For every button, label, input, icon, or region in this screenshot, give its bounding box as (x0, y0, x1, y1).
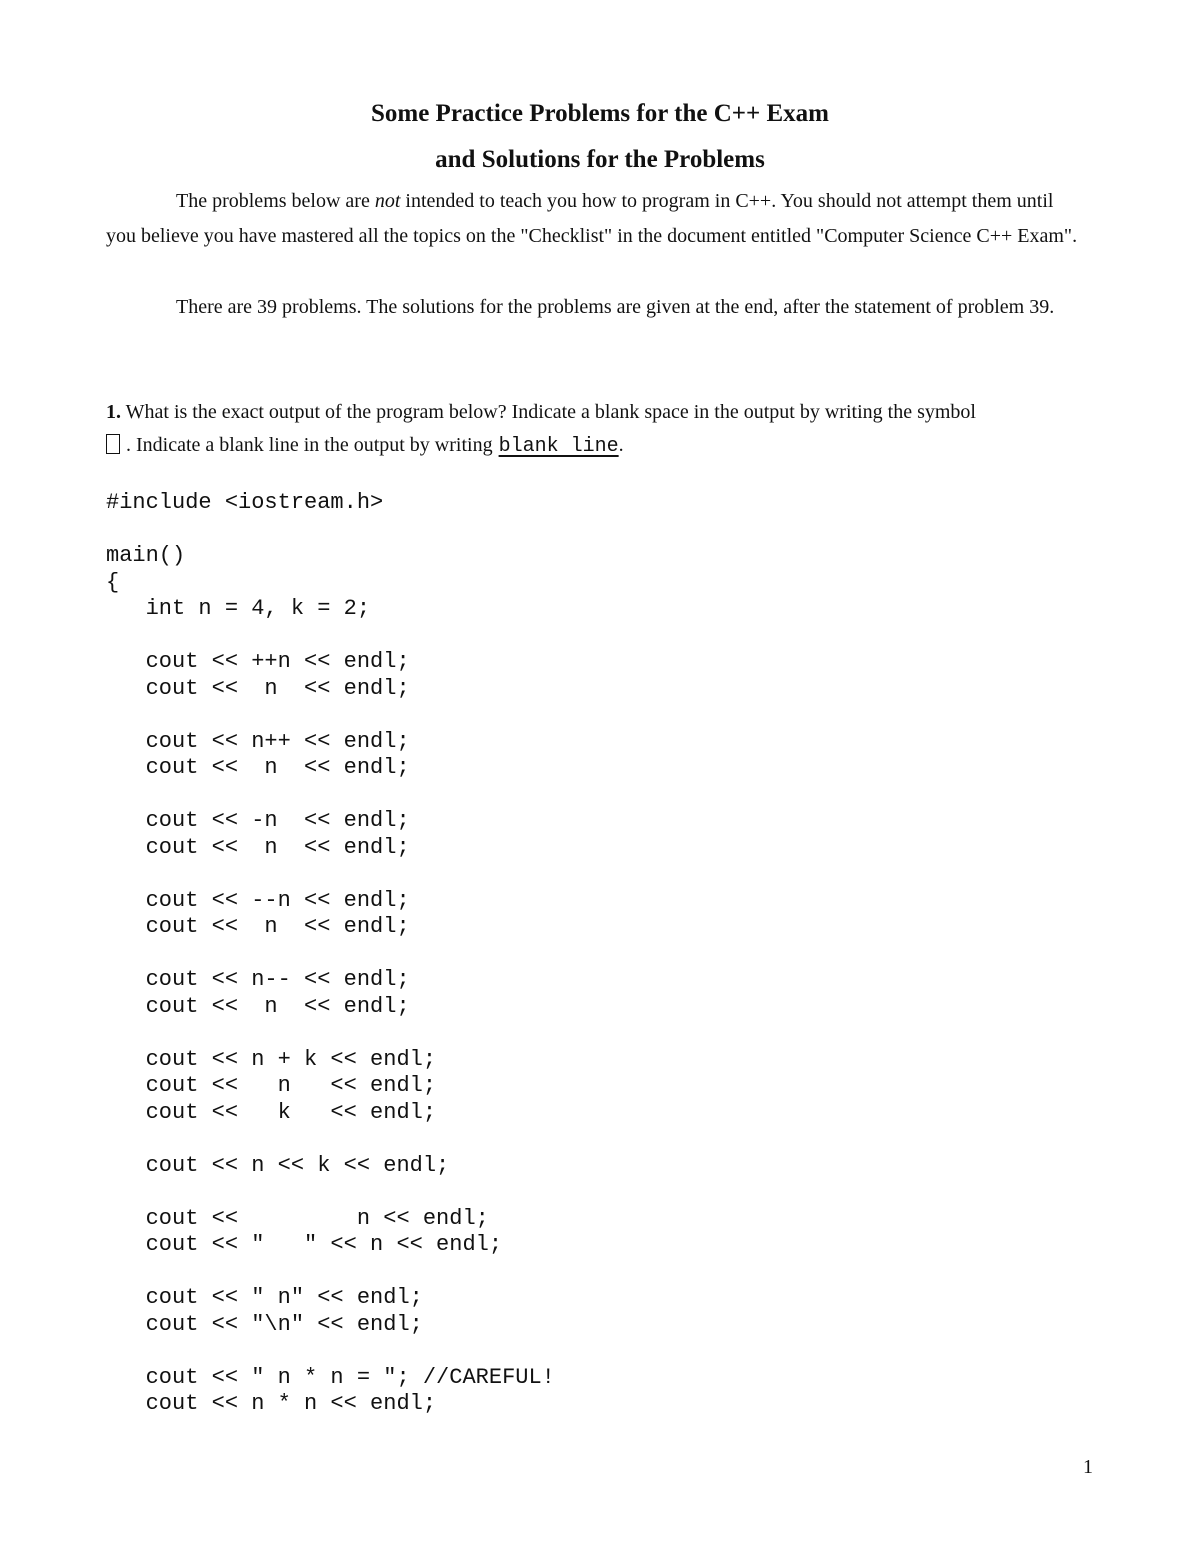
intro-text-before: The problems below are (176, 190, 375, 212)
code-line (106, 1126, 555, 1153)
intro-paragraph-2 (106, 290, 1081, 325)
code-line: cout << " n" << endl; (106, 1285, 423, 1310)
problem-text-1: What is the exact output of the program below? Indicate a blank space in the output by writing the symbol (121, 401, 976, 423)
code-line: cout << n << endl; (106, 1073, 437, 1098)
code-line: cout << n << endl; (106, 1205, 489, 1231)
page-title: Some Practice Problems for the C++ Exam (370, 100, 829, 127)
code-line (106, 1020, 555, 1047)
problem-text-2: . Indicate a blank line in the output by writing (126, 434, 493, 456)
code-line: cout << n << endl; (106, 834, 410, 860)
code-line: cout << " " << n << endl; (106, 1232, 503, 1257)
page-subtitle: and Solutions for the Problems (435, 146, 765, 173)
code-line (106, 702, 555, 729)
problem-text-end: . (618, 434, 624, 456)
code-line (106, 623, 555, 650)
problem-number: 1. (106, 401, 121, 423)
code-line (106, 1338, 555, 1365)
code-line: cout << n << endl; (106, 675, 410, 701)
code-line: cout << -n << endl; (106, 808, 410, 833)
code-line (106, 1179, 555, 1206)
code-line: cout << " n * n = "; //CAREFUL! (106, 1364, 555, 1390)
code-line: cout << --n << endl; (106, 887, 410, 913)
blank-space-symbol-icon (106, 434, 120, 454)
code-line (106, 517, 555, 544)
code-line: cout << "\n" << endl; (106, 1311, 423, 1337)
intro-emphasis: not (374, 190, 401, 212)
code-line: cout << n << endl; (106, 914, 410, 939)
code-line: cout << n << k << endl; (106, 1152, 450, 1178)
code-line: main() (106, 543, 186, 568)
code-line (106, 861, 555, 888)
intro-paragraph-1 (106, 184, 1081, 254)
page-number: 1 (1083, 1456, 1093, 1478)
code-line: cout << n + k << endl; (106, 1046, 437, 1072)
code-line (106, 941, 555, 968)
code-line: cout << n * n << endl; (106, 1391, 437, 1416)
blank-line-marker: blank line (498, 435, 619, 458)
code-line: cout << k << endl; (106, 1099, 437, 1125)
code-line: cout << n++ << endl; (106, 728, 410, 754)
intro-text-after: intended to teach you how to program in C++. You should not attempt them until you believe you have mastered all the topics on the "Checklist" in the document entitled "Computer Science C++ Exam". (106, 190, 1078, 247)
code-line: cout << n << endl; (106, 993, 410, 1019)
code-line (106, 1259, 555, 1286)
code-listing (106, 490, 555, 1418)
code-line: { (106, 569, 120, 595)
code-line: cout << n << endl; (106, 755, 410, 780)
code-line (106, 782, 555, 809)
code-line: cout << ++n << endl; (106, 649, 410, 674)
problem-1-statement (106, 396, 1096, 463)
code-line: #include <iostream.h> (106, 490, 384, 515)
code-line: int n = 4, k = 2; (106, 596, 371, 621)
intro-text-2: There are 39 problems. The solutions for the problems are given at the end, after the statement of problem 39. (176, 296, 1055, 318)
code-line: cout << n-- << endl; (106, 967, 410, 992)
